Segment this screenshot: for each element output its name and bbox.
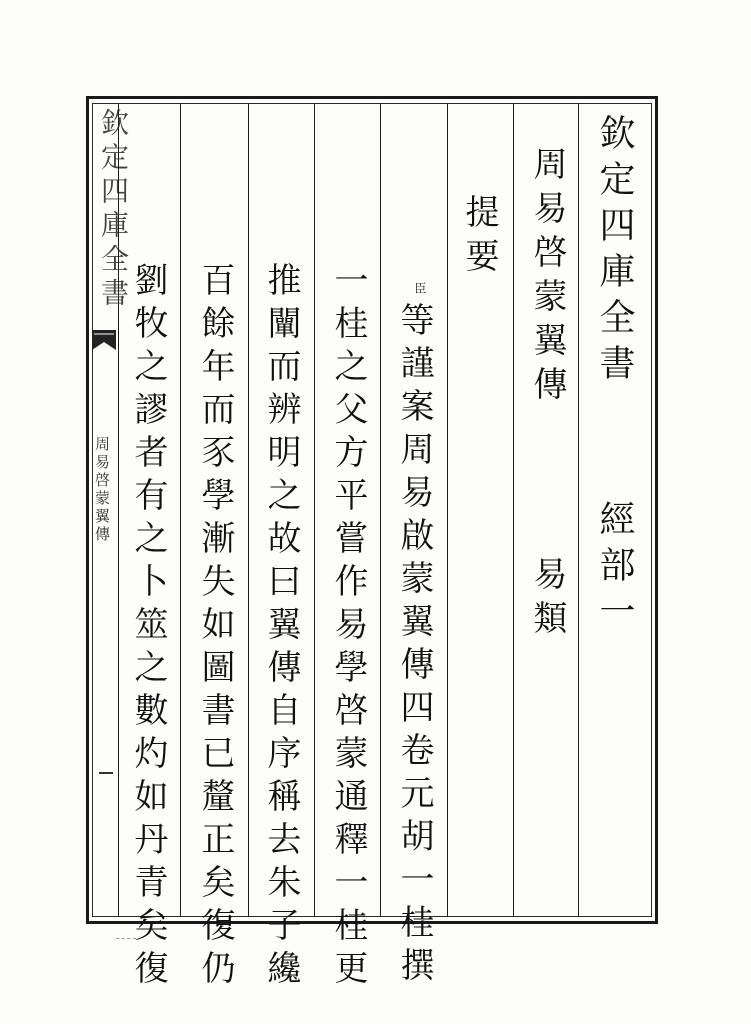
column-rule: [447, 103, 448, 917]
column-rule: [380, 103, 381, 917]
column-rule: [513, 103, 514, 917]
text-column-2: 一桂之父方平嘗作易學啓蒙通釋一桂更: [328, 262, 368, 993]
collection-title: 欽定四庫全書: [594, 114, 635, 390]
text-column-5: 劉牧之謬者有之卜筮之數灼如丹青矣復: [128, 262, 168, 993]
margin-page-number: [99, 772, 113, 774]
fish-tail-mark-icon: [90, 328, 118, 358]
page-frame-inner: [92, 103, 652, 917]
book-title: 周易啓蒙翼傳: [527, 146, 567, 410]
abstract-label: 提要: [459, 194, 499, 282]
section-label: 經部一: [594, 500, 635, 638]
text-column-4: 百餘年而豕學漸失如圖書已釐正矣復仍: [195, 262, 235, 993]
margin-book-title: 欽定四庫全書: [97, 108, 130, 312]
margin-work-title: 周易啓蒙翼傳: [93, 436, 111, 544]
column-rule: [314, 103, 315, 917]
column-rule: [180, 103, 181, 917]
minister-mark: 臣: [413, 282, 427, 304]
column-rule: [578, 103, 579, 917]
scan-artifact: [116, 938, 136, 939]
column-rule: [248, 103, 249, 917]
book-category: 易類: [527, 556, 567, 644]
text-column-1: 等謹案周易啟蒙翼傳四卷元胡一桂撰: [394, 302, 434, 990]
text-column-3: 推闡而辨明之故曰翼傳自序稱去朱子纔: [261, 262, 301, 993]
